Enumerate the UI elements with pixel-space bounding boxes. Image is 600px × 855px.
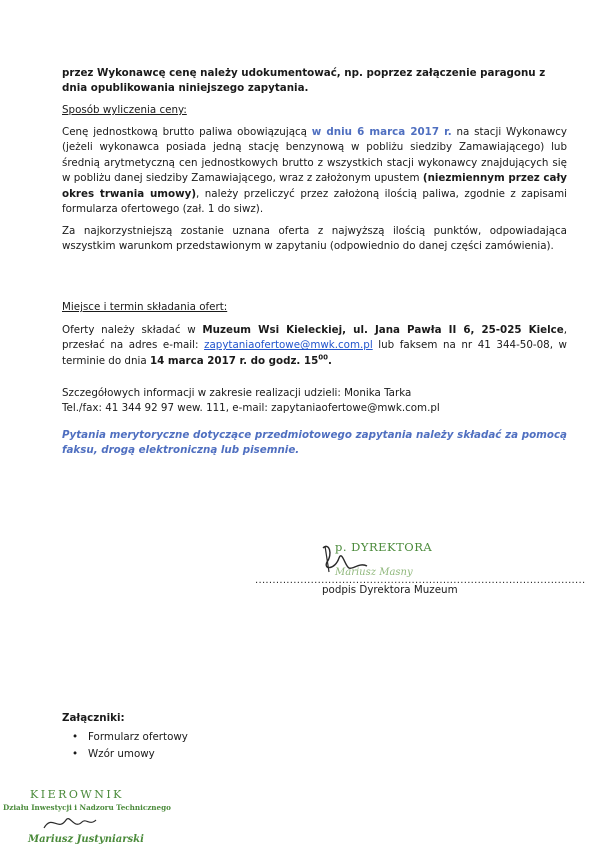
contact-line-1: Szczegółowych informacji w zakresie realizacji udzieli: Monika Tarka: [62, 387, 412, 399]
attachments-list: [88, 729, 188, 762]
price-text-a: Cenę jednostkową brutto paliwa obowiązującą: [62, 126, 312, 138]
museum-address: Muzeum Wsi Kieleckiej, ul. Jana Pawła II 6, 25-025 Kielce: [202, 324, 564, 336]
price-discount-note: (niezmiennym przez cały okres trwania umowy): [62, 172, 568, 200]
price-text-b: na stacji Wykonawcy (jeżeli wykonawca posiada jedną stację benzynową w pobliżu siedziby Zamawiającego) lub średnią arytmetyczną cen jednostkowych brutto z wszystkich stacji wykonawcy znajdujących się w pobliżu danej siedziby Zamawiającego, wraz z założonym upustem: [62, 126, 568, 185]
place-paragraph: [62, 323, 567, 369]
intro-text: przez Wykonawcę cenę należy udokumentować, np. poprzez załączenie paragonu z dnia opublikowania niniejszego zapytania.: [62, 67, 546, 95]
signature-line: ...............................................................................................: [255, 575, 586, 586]
deadline-text: 14 marca 2017 r. do godz. 15: [149, 354, 319, 367]
stamp-director-name: Mariusz Masny: [335, 567, 413, 578]
place-heading: Miejsce i termin składania ofert:: [62, 301, 228, 313]
place-text-b: , przesłać na adres e-mail:: [62, 324, 567, 352]
attachment-item: • Wzór umowy: [88, 746, 188, 763]
stamp-director-title: p. DYREKTORA: [335, 540, 433, 554]
questions-note: Pytania merytoryczne dotyczące przedmiotowego zapytania należy składać za pomocą faksu, drogą elektroniczną lub pisemnie.: [62, 429, 567, 457]
attachment-item: • Formularz ofertowy: [88, 729, 188, 746]
price-text-c: , należy przeliczyć przez założoną ilością paliwa, zgodnie z zapisami formularza ofertowego (zał. 1 do siwz).: [62, 187, 567, 216]
signature-label: podpis Dyrektora Muzeum: [322, 584, 458, 596]
attachments-heading: Załączniki:: [62, 712, 125, 724]
price-heading: Sposób wyliczenia ceny:: [62, 104, 187, 116]
price-paragraph-1: [62, 125, 567, 217]
price-paragraph-2: Za najkorzystniejszą zostanie uznana oferta z najwyższą ilością punktów, odpowiadająca wszystkim warunkom przedstawionym w zapytaniu (odpowiednio do danej części zamówienia).: [62, 225, 567, 253]
stamp-manager-department: Działu Inwestycji i Nadzoru Technicznego: [3, 803, 171, 812]
contact-line-2: Tel./fax: 41 344 92 97 wew. 111, e-mail: zapytaniaofertowe@mwk.com.pl: [62, 402, 440, 414]
deadline-minutes: 00: [318, 353, 329, 362]
intro-paragraph: [62, 66, 567, 97]
manager-signature-scribble-icon: [40, 810, 100, 834]
stamp-manager-name: Mariusz Justyniarski: [28, 834, 144, 845]
place-text-c: lub faksem na nr 41 344-50-08, w terminie do dnia: [62, 339, 567, 367]
deadline-end: .: [328, 354, 332, 367]
email-link[interactable]: zapytaniaofertowe@mwk.com.pl: [204, 339, 373, 352]
price-date: w dniu 6 marca 2017 r.: [311, 126, 452, 138]
stamp-manager-title: KIEROWNIK: [30, 788, 124, 801]
signature-block: [255, 540, 586, 610]
deadline: [150, 355, 332, 367]
place-text-a: Oferty należy składać w: [62, 324, 203, 336]
